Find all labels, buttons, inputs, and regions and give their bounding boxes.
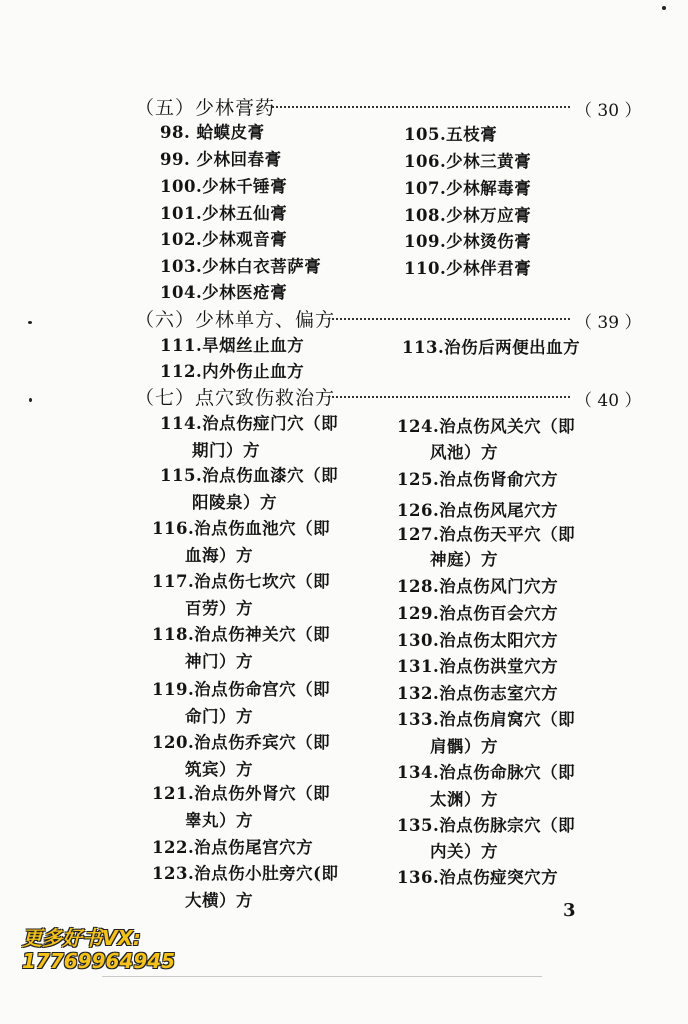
- list-item: 109.少林烫伤膏: [404, 232, 532, 251]
- list-item: 135.治点伤脉宗穴（即: [397, 816, 576, 835]
- list-item: 113.治伤后两便出血方: [402, 338, 581, 357]
- list-item: 血海）方: [185, 546, 253, 565]
- list-item: 117.治点伤七坎穴（即: [152, 572, 331, 591]
- section-page: （ 40 ）: [575, 391, 642, 411]
- list-item: 百劳）方: [185, 599, 253, 618]
- watermark-line1: 更多好书VX:: [22, 926, 141, 950]
- section-page: （ 39 ）: [575, 313, 642, 333]
- list-item: 128.治点伤风门穴方: [397, 577, 559, 596]
- list-item: 126.治点伤风尾穴方: [397, 501, 559, 520]
- leader-dots: [328, 396, 570, 400]
- list-item: 98. 蛤蟆皮膏: [160, 123, 265, 142]
- list-item: 127.治点伤天平穴（即: [397, 525, 576, 544]
- list-item: 100.少林千锤膏: [160, 177, 288, 196]
- list-item: 肩髃）方: [430, 737, 498, 756]
- list-item: 风池）方: [430, 443, 498, 462]
- watermark-line2: 17769964945: [22, 949, 176, 973]
- list-item: 132.治点伤志室穴方: [397, 684, 559, 703]
- list-item: 115.治点伤血漆穴（即: [160, 466, 339, 485]
- list-item: 阳陵泉）方: [192, 493, 277, 512]
- list-item: 118.治点伤神关穴（即: [152, 625, 331, 644]
- list-item: 130.治点伤太阳穴方: [397, 631, 559, 650]
- list-item: 神门）方: [185, 652, 253, 671]
- list-item: 102.少林观音膏: [160, 230, 288, 249]
- list-item: 101.少林五仙膏: [160, 204, 288, 223]
- list-item: 134.治点伤命脉穴（即: [397, 763, 576, 782]
- list-item: 125.治点伤肾俞穴方: [397, 470, 559, 489]
- list-item: 121.治点伤外肾穴（即: [152, 784, 331, 803]
- list-item: 114.治点伤痖门穴（即: [160, 414, 339, 433]
- list-item: 104.少林医疮膏: [160, 283, 288, 302]
- list-item: 大横）方: [185, 891, 253, 910]
- list-item: 124.治点伤风关穴（即: [397, 417, 576, 436]
- list-item: 睾丸）方: [185, 811, 253, 830]
- section-title: （五）少林膏药: [135, 97, 276, 119]
- scan-speck: [28, 321, 32, 324]
- list-item: 筑宾）方: [185, 760, 253, 779]
- list-item: 116.治点伤血池穴（即: [152, 519, 331, 538]
- list-item: 112.内外伤止血方: [160, 362, 305, 381]
- page-number: 3: [563, 900, 576, 921]
- list-item: 111.旱烟丝止血方: [160, 336, 305, 355]
- list-item: 129.治点伤百会穴方: [397, 604, 559, 623]
- list-item: 133.治点伤肩窝穴（即: [397, 710, 576, 729]
- list-item: 105.五枝膏: [404, 125, 498, 144]
- list-item: 106.少林三黄膏: [404, 152, 532, 171]
- list-item: 120.治点伤乔宾穴（即: [152, 733, 331, 752]
- section-title: （六）少林单方、偏方: [135, 309, 336, 331]
- list-item: 136.治点伤痖突穴方: [397, 868, 559, 887]
- scan-speck: [29, 398, 32, 402]
- list-item: 期门）方: [192, 441, 260, 460]
- list-item: 110.少林伴君膏: [404, 259, 532, 278]
- leader-dots: [272, 106, 570, 110]
- list-item: 太渊）方: [430, 790, 498, 809]
- leader-dots: [328, 318, 570, 322]
- list-item: 内关）方: [430, 842, 498, 861]
- list-item: 神庭）方: [430, 550, 498, 569]
- scan-line: [102, 976, 542, 977]
- list-item: 108.少林万应膏: [404, 206, 532, 225]
- list-item: 119.治点伤命宫穴（即: [152, 680, 331, 699]
- list-item: 131.治点伤洪堂穴方: [397, 657, 559, 676]
- section-title: （七）点穴致伤救治方: [135, 387, 336, 409]
- list-item: 122.治点伤尾宫穴方: [152, 838, 314, 857]
- list-item: 99. 少林回春膏: [160, 150, 282, 169]
- list-item: 103.少林白衣菩萨膏: [160, 257, 322, 276]
- list-item: 107.少林解毒膏: [404, 179, 532, 198]
- list-item: 123.治点伤小肚旁穴(即: [152, 864, 339, 883]
- scan-speck: [662, 6, 666, 10]
- section-page: （ 30 ）: [575, 101, 642, 121]
- list-item: 命门）方: [185, 707, 253, 726]
